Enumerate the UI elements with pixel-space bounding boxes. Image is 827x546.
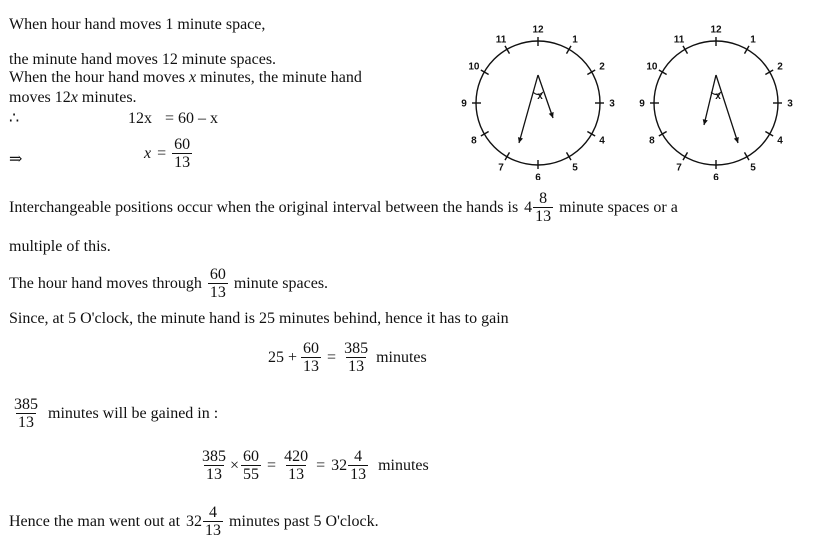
clock-number: 2 (599, 61, 605, 73)
clock-number: 1 (750, 34, 756, 46)
clock-number: 8 (649, 135, 655, 147)
clock-number: 12 (532, 25, 544, 36)
gain-equation: 25 + $\frac{60}{13}$ = $\frac{385}{13}$ minutes (268, 340, 427, 375)
since-line: Since, at 5 O'clock, the minute hand is 25 minutes behind, hence it has to gain (9, 310, 509, 327)
clock-number: 4 (599, 135, 605, 147)
clock-number: 12 (710, 25, 722, 36)
clock-number: 9 (461, 98, 467, 110)
text-line-2: the minute hand moves 12 minute spaces. (9, 51, 277, 68)
clock-face (654, 41, 778, 165)
clock-number: 9 (639, 98, 645, 110)
clock-number: 10 (646, 61, 658, 73)
arrowhead (703, 119, 708, 125)
clock-number: 1 (572, 34, 578, 46)
angle-label-x: x (537, 91, 543, 102)
angle-label-x: x (715, 91, 721, 102)
equation-2 (144, 136, 192, 171)
interchangeable-line: Interchangeable positions occur when the original interval between the hands is 4 $\frac{8}{13}$ minute spaces or a (9, 190, 678, 225)
clock-diagram-right (636, 25, 806, 180)
conclusion-line: Hence the man went out at 32 $\frac{4}{13}$ minutes past 5 O'clock. (9, 504, 379, 539)
text-line-3: When the hour hand moves x minutes, the minute hand (9, 69, 362, 86)
hour-hand-line: The hour hand moves through $\frac{60}{13}$ minute spaces. (9, 266, 329, 301)
clock-number: 7 (498, 162, 504, 174)
fraction-60-13-b: $\frac{60}{13}$ (209, 266, 226, 301)
equation-1-lhs: 12x (128, 110, 152, 127)
clock-number: 3 (787, 98, 793, 110)
arrowhead (549, 112, 554, 118)
therefore-symbol: ∴ (9, 110, 20, 127)
clock-number: 6 (713, 172, 719, 180)
gained-line: $\frac{385}{13}$ minutes will be gained in : (14, 396, 219, 431)
clock-hand (519, 75, 538, 143)
clock-number: 5 (750, 162, 756, 174)
mixed-fraction-4-8-13: 4 $\frac{8}{13}$ (524, 190, 552, 225)
clock-hand (716, 75, 738, 143)
clock-number: 7 (676, 162, 682, 174)
clock-number: 3 (609, 98, 615, 110)
equation-1-rhs: = 60 – x (165, 110, 219, 127)
clock-number: 5 (572, 162, 578, 174)
clock-number: 2 (777, 61, 783, 73)
clock-number: 6 (535, 172, 541, 180)
text-line-1: When hour hand moves 1 minute space, (9, 16, 266, 33)
clock-number: 11 (495, 34, 507, 46)
clock-number: 11 (673, 34, 685, 46)
clock-diagram-left (458, 25, 628, 180)
fraction-60-13: $\frac{60}{13}$ (174, 136, 191, 171)
clock-hand (704, 75, 716, 125)
clock-face (476, 41, 600, 165)
equation-2-equals: = (157, 144, 167, 162)
clock-number: 4 (777, 135, 783, 147)
clock-number: 10 (468, 61, 480, 73)
equation-2-lhs: x (144, 144, 152, 162)
clock-number: 8 (471, 135, 477, 147)
calculation-equation: $\frac{385}{13}$ × $\frac{60}{55}$ = $\frac{420}{13}$ = 32 $\frac{4}{13}$ minutes (202, 448, 429, 483)
interchangeable-line-2: multiple of this. (9, 238, 111, 255)
arrowhead (734, 137, 739, 143)
text-line-4: moves 12x minutes. (9, 89, 137, 106)
implies-symbol: ⇒ (9, 151, 23, 168)
